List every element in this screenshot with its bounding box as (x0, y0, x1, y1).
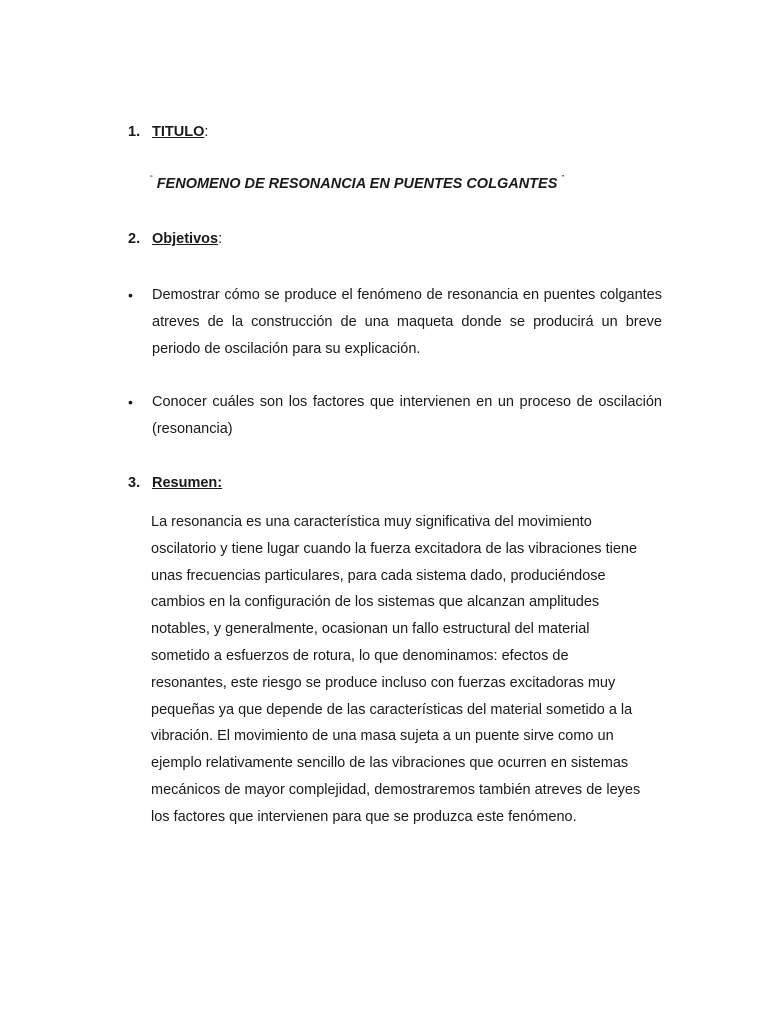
close-quote: ” (561, 174, 565, 183)
section-number: 1. (128, 124, 141, 140)
section-colon: : (218, 231, 223, 247)
summary-line: La resonancia es una característica muy significativa del movimiento (151, 514, 592, 530)
section-colon: : (204, 124, 209, 140)
summary-line: unas frecuencias particulares, para cada sistema dado, produciéndose (151, 567, 606, 584)
section-label: Resumen: (152, 475, 223, 491)
section-number: 3. (128, 475, 141, 491)
section-heading-objetivos (128, 231, 222, 247)
section-heading-titulo (128, 124, 208, 140)
objective-text: Demostrar cómo se produce el fenómeno de resonancia en puentes colgantes atreves de la construcción de una maqueta donde se producirá un breve periodo de oscilación para su explicación. (152, 287, 662, 357)
section-label: Objetivos (152, 231, 219, 247)
summary-line: sometido a esfuerzos de rotura, lo que denominamos: efectos de (151, 647, 569, 664)
objective-text: Conocer cuáles son los factores que intervienen en un proceso de oscilación (resonancia) (152, 394, 662, 437)
bullet-icon: • (128, 394, 133, 410)
summary-line: los factores que intervienen para que se produzca este fenómeno. (151, 808, 577, 825)
section-heading-resumen (128, 475, 222, 491)
summary-line: vibración. El movimiento de una masa sujeta a un puente sirve como un (151, 728, 614, 745)
document-title (150, 176, 564, 192)
section-label: TITULO (152, 124, 205, 140)
objective-item (128, 282, 662, 363)
summary-line: ejemplo relativamente sencillo de las vibraciones que ocurren en sistemas (151, 755, 629, 772)
summary-line: pequeñas ya que depende de las características del material sometido a la (151, 701, 633, 718)
objective-item (128, 389, 662, 443)
open-quote: “ (150, 174, 153, 183)
section-number: 2. (128, 231, 141, 247)
bullet-icon: • (128, 287, 133, 303)
summary-line: mecánicos de mayor complejidad, demostraremos también atreves de leyes (151, 781, 641, 798)
summary-paragraph (151, 509, 661, 831)
summary-line: resonantes, este riesgo se produce incluso con fuerzas excitadoras muy (151, 674, 616, 691)
summary-line: notables, y generalmente, ocasionan un fallo estructural del material (151, 621, 590, 638)
summary-line: cambios en la configuración de los sistemas que alcanzan amplitudes (151, 594, 600, 611)
document-title-text: FENOMENO DE RESONANCIA EN PUENTES COLGANTES (156, 176, 558, 192)
summary-line: oscilatorio y tiene lugar cuando la fuerza excitadora de las vibraciones tiene (151, 540, 638, 557)
